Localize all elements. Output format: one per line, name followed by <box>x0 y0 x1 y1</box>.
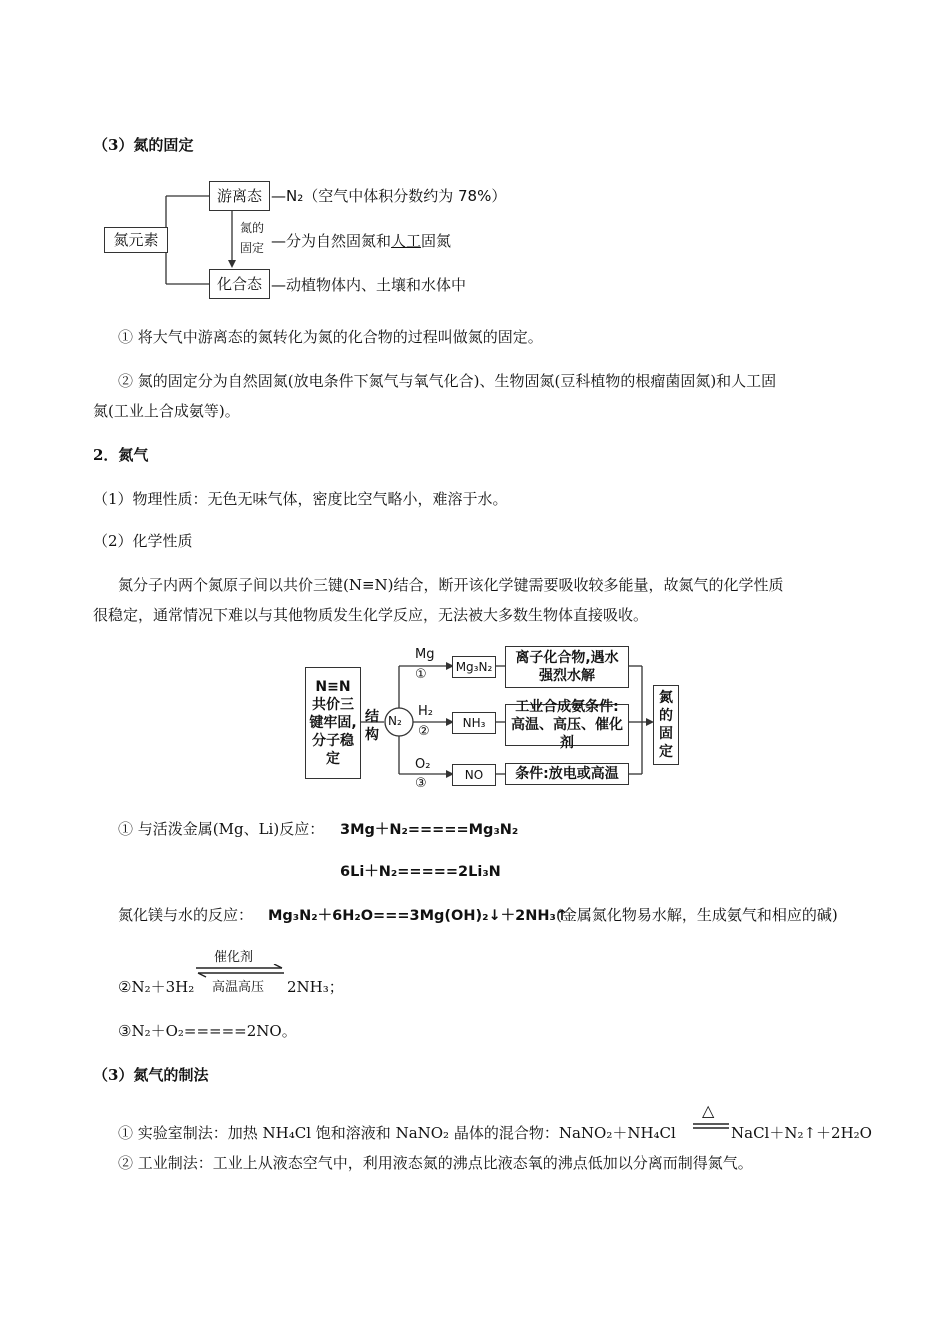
section-title-nitrogen: 2．氮气 <box>93 446 149 464</box>
product-nh3: NH₃ <box>452 712 496 734</box>
fixation-desc-a: —分为自然固氮和 <box>271 232 392 250</box>
equal-sign-double <box>692 1121 730 1131</box>
section-title-preparation: （3）氮气的制法 <box>93 1066 209 1084</box>
reaction-1-prefix: ① 与活泼金属(Mg、Li)反应： <box>118 820 325 838</box>
reaction-2-condition: 高温高压 <box>212 980 265 995</box>
bond-text-1: N≡N <box>315 678 351 695</box>
section-title-nitrogen-fixation: （3）氮的固定 <box>93 136 194 154</box>
combined-state-box: 化合态 <box>209 269 270 299</box>
fixation-box <box>653 685 679 765</box>
reaction-3: ③N₂＋O₂=====2NO。 <box>118 1022 297 1040</box>
bond-text-3: 键牢固, <box>309 714 357 731</box>
structure-label-2: 构 <box>365 727 379 743</box>
reaction-1-eq2: 6Li＋N₂=====2Li₃N <box>340 864 501 880</box>
paragraph-chemical-title: （2）化学性质 <box>93 532 193 550</box>
desc-1-line-2: 强烈水解 <box>539 668 595 684</box>
fixation-char-4: 定 <box>659 744 673 761</box>
fixation-char-1: 氮 <box>659 689 673 706</box>
circle-3: ③ <box>415 776 427 791</box>
product-no: NO <box>452 764 496 786</box>
desc-box-3: 条件:放电或高温 <box>505 763 629 785</box>
fixation-char-2: 的 <box>659 707 673 724</box>
paragraph-chemical-1: 氮分子内两个氮原子间以共价三键(N≡N)结合，断开该化学键需要吸收较多能量，故氮气的化学性质 <box>118 576 784 594</box>
free-state-desc: —N₂（空气中体积分数约为 78%） <box>271 187 507 205</box>
reaction-mg-note: (金属氮化物易水解，生成氨气和相应的碱) <box>556 906 838 924</box>
reaction-1-eq: 3Mg＋N₂=====Mg₃N₂ <box>340 822 519 838</box>
desc-box-2 <box>505 698 629 752</box>
bond-text-2: 共价三 <box>312 696 354 713</box>
paragraph-chemical-2: 很稳定，通常情况下难以与其他物质发生化学反应，无法被大多数生物体直接吸收。 <box>93 606 649 624</box>
paragraph-fixation-2b: 氮(工业上合成氨等)。 <box>93 402 240 420</box>
n2-center: N₂ <box>388 714 402 728</box>
paragraph-fixation-1: ① 将大气中游离态的氮转化为氮的化合物的过程叫做氮的固定。 <box>118 328 543 346</box>
desc-2-line-2: 高温、高压、催化剂 <box>511 716 623 752</box>
fixation-label-1: 氮的 <box>240 221 265 235</box>
fixation-desc-c: 固氮 <box>421 232 452 250</box>
preparation-2: ② 工业制法：工业上从液态空气中，利用液态氮的沸点比液态氧的沸点低加以分离而制得氮气。 <box>118 1154 753 1172</box>
reaction-2-right: 2NH₃； <box>287 978 344 996</box>
bond-text-4: 分子稳 <box>312 733 354 750</box>
reaction-2-left: ②N₂＋3H₂ <box>118 978 195 996</box>
fixation-desc-underlined: 人工 <box>391 232 422 250</box>
fixation-char-3: 固 <box>659 726 673 742</box>
desc-1-line-1: 离子化合物,遇水 <box>515 649 619 666</box>
circle-1: ① <box>415 667 427 682</box>
n2-bond-box <box>305 667 361 779</box>
bond-text-5: 定 <box>326 751 340 768</box>
product-mg3n2: Mg₃N₂ <box>452 656 496 678</box>
paragraph-physical: （1）物理性质：无色无味气体，密度比空气略小，难溶于水。 <box>93 490 508 508</box>
free-state-box: 游离态 <box>209 181 270 211</box>
desc-2-line-1: 工业合成氨条件: <box>515 698 619 715</box>
fixation-label-2: 固定 <box>240 241 265 255</box>
reaction-2-catalyst: 催化剂 <box>214 950 254 965</box>
paragraph-fixation-2a: ② 氮的固定分为自然固氮(放电条件下氮气与氧气化合)、生物固氮(豆科植物的根瘤菌固氮)和人工固 <box>118 372 777 390</box>
reactant-h2: H₂ <box>418 704 433 719</box>
heat-symbol: △ <box>702 1101 715 1120</box>
reaction-mg-prefix: 氮化镁与水的反应： <box>118 906 254 924</box>
reaction-mg-eq: Mg₃N₂＋6H₂O===3Mg(OH)₂↓＋2NH₃↑ <box>268 908 568 924</box>
desc-box-1 <box>505 646 629 688</box>
preparation-1-text: ① 实验室制法：加热 NH₄Cl 饱和溶液和 NaNO₂ 晶体的混合物：NaNO₂＋NH₄Cl <box>118 1124 676 1142</box>
combined-state-desc: —动植物体内、土壤和水体中 <box>271 276 467 294</box>
reactant-o2: O₂ <box>415 757 431 772</box>
reactant-mg: Mg <box>415 647 435 662</box>
circle-2: ② <box>418 724 430 739</box>
element-box: 氮元素 <box>104 227 168 253</box>
preparation-1-right: NaCl＋N₂↑＋2H₂O <box>731 1124 872 1142</box>
structure-label-1: 结 <box>365 709 379 725</box>
